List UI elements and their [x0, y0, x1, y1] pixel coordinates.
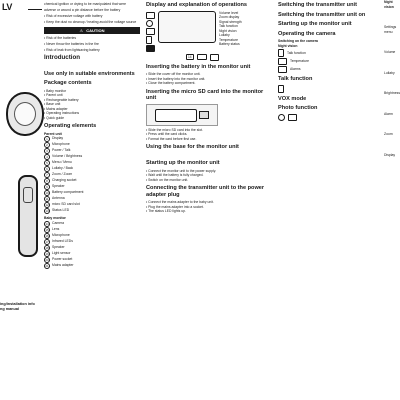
operating-elements-heading: Operating elements	[44, 123, 97, 129]
display-item: Battery status	[219, 42, 240, 46]
side-label-1: ing/installation info	[0, 302, 35, 306]
startup-step: • Switch on the monitor unit.	[146, 178, 272, 183]
list-item: 17 Infrared LEDs	[45, 238, 73, 244]
list-item: 12 micro SD card slot	[45, 202, 80, 207]
photo-icon-row	[278, 114, 384, 121]
list-item: 15 Lens	[45, 226, 60, 232]
side-labels	[0, 302, 42, 312]
package-heading: Package contents	[44, 80, 92, 86]
sd-step: • Slide the micro SD card into the slot.	[146, 128, 272, 133]
list-item: 2 Microphone	[44, 142, 140, 148]
operate-heading: Operating the camera	[278, 30, 336, 37]
pair-heading: Switching the transmitter unit on	[278, 11, 366, 18]
right-col-line: Night vision	[384, 0, 394, 9]
display-icons	[146, 11, 155, 53]
safety-heading: Use only in suitable environments	[44, 70, 135, 77]
display-item: Signal strength	[219, 19, 242, 24]
display-figure	[158, 11, 216, 43]
logo-rule	[28, 9, 42, 10]
sd-card-icon	[199, 111, 209, 119]
column-e	[384, 0, 400, 157]
battery-heading: Inserting the battery in the monitor unit	[146, 63, 251, 70]
filler	[146, 153, 272, 158]
list-item: 5 Menu / Menu	[44, 160, 140, 166]
list-item: 4 Volume / Brightness	[44, 154, 140, 160]
startup-step: • Wait until the battery is fully charged.	[146, 173, 272, 178]
label-box: 14	[188, 55, 192, 59]
talk-icon-row	[278, 85, 384, 93]
display-item: Zoom display	[219, 15, 240, 19]
monitor-side-illustration	[18, 175, 38, 257]
sd-step: • Press until the card clicks.	[146, 132, 272, 137]
package-item: • Quick guide	[44, 116, 140, 121]
list-item: 14 Camera	[45, 220, 65, 226]
camera-icon	[278, 114, 285, 121]
switch-heading: Switching the transmitter unit	[278, 2, 357, 8]
display-item: Temperature	[219, 37, 239, 42]
side-label-2: ng manual	[0, 306, 19, 311]
list-item: 11 Antenna	[45, 196, 65, 201]
display-heading: Display and explanation of operations	[146, 2, 248, 8]
battery-step: • Close the battery compartment.	[146, 81, 272, 86]
list-item: 3 Power / Talk	[44, 148, 140, 154]
display-legend	[219, 11, 272, 53]
operate-icon-row: Talk function	[278, 49, 384, 57]
right-col-line: Brightness	[384, 91, 400, 95]
package-item: • Mains adapter	[44, 107, 140, 112]
list-item: 10 Battery compartment	[45, 190, 84, 195]
intro-line: adverse or wound a pin distance before the battery	[44, 8, 121, 12]
right-col-line: Display	[384, 152, 396, 157]
list-item: 9 Speaker	[44, 184, 140, 190]
vox-heading: VOX mode	[278, 95, 307, 102]
list-item: 16 Microphone	[45, 232, 70, 238]
intro-line: chemical ignition or drying to be manipulated that were	[44, 2, 126, 6]
intro-line: • Keep the dust no cleanup / heating avoid the voltage source	[44, 20, 140, 25]
list-item: 13 Status LED	[45, 208, 70, 213]
battery-step: • Insert the battery into the monitor unit.	[146, 77, 272, 82]
warn-line: • Risk of leak from lightsaving battery	[44, 48, 140, 53]
list-item: 1 Display	[44, 136, 140, 142]
display-item: Night vision	[219, 28, 237, 33]
list-item: 18 Speaker	[45, 244, 65, 250]
right-col-line: Volume	[384, 50, 396, 54]
lullaby-icon	[210, 54, 219, 61]
intro-line: • Risk of excessive voltage with battery	[44, 14, 140, 19]
filler	[44, 63, 140, 68]
baby-monitor-title: Baby monitor	[44, 216, 66, 220]
battery-icon	[197, 54, 207, 60]
night-vision-icon	[146, 45, 155, 52]
operate-item: Switching on the camera	[278, 39, 318, 43]
intro-heading: Introduction	[44, 54, 81, 61]
package-item: • Base unit	[44, 102, 140, 107]
operate-icon-row: Alarms	[278, 66, 384, 73]
battery-step: • Slide the cover off the monitor unit.	[146, 72, 272, 77]
warning-triangle-icon: ⚠	[79, 27, 84, 33]
talk-icon	[146, 36, 152, 44]
column-a-text	[44, 2, 140, 269]
thermometer-icon	[278, 58, 287, 65]
warn-line: • Never throw the batteries in the fire	[44, 42, 140, 47]
base-heading: Using the base for the monitor unit	[146, 144, 239, 150]
startup-heading: Starting up the monitor unit	[146, 160, 220, 166]
list-item: 6 Lullaby / Back	[44, 166, 140, 172]
connect-step: • The status LED lights up.	[146, 209, 272, 214]
right-col-line: Settings menu	[384, 25, 397, 34]
monitor-outline	[155, 109, 197, 122]
package-item: • Baby monitor	[44, 89, 140, 94]
card-icon	[288, 114, 297, 121]
pairing-heading: Starting up the monitor unit	[278, 21, 352, 27]
warn-line: • Risk of fire batteries	[44, 36, 140, 41]
display-item: Talk function	[219, 24, 238, 28]
brand-logo: LV	[2, 2, 12, 12]
right-col-line: Lullaby	[384, 70, 395, 75]
caution-label: CAUTION	[86, 27, 105, 33]
list-item: 7 Zoom / Zoom	[44, 172, 140, 178]
caution-bar	[44, 27, 140, 34]
connect-heading: Connecting the transmitter unit to the power adapter plug	[146, 185, 265, 198]
alarm-icon	[278, 66, 287, 73]
photo-heading: Photo function	[278, 105, 318, 111]
display-item: Volume level	[219, 10, 239, 15]
monitor-front-illustration	[6, 92, 44, 136]
parent-unit-title: Parent unit	[44, 131, 62, 136]
display-item: Lullaby	[219, 33, 230, 37]
talk-heading: Talk function	[278, 76, 313, 82]
package-item: • Operating instructions	[44, 111, 140, 116]
column-c	[146, 2, 272, 214]
startup-step: • Connect the monitor unit to the power supply.	[146, 169, 272, 174]
display-explanation	[146, 11, 272, 53]
list-item: 19 Light sensor	[45, 250, 71, 256]
talk-button-icon	[278, 49, 284, 57]
sd-card-figure	[146, 104, 218, 126]
list-item: 8 Charging socket	[44, 178, 140, 184]
connect-step: • Plug the mains adapter into a socket.	[146, 205, 272, 210]
list-item: 20 Power socket	[45, 256, 73, 262]
right-col-line: Alarm	[384, 111, 393, 116]
operate-item: Night vision	[278, 43, 298, 48]
column-d	[278, 2, 384, 122]
sd-heading: Inserting the micro SD card into the monitor unit	[146, 88, 264, 101]
phone-icon	[278, 85, 284, 93]
signal-icon	[146, 28, 155, 35]
sd-step: • Format the card before first use.	[146, 137, 272, 142]
connect-step: • Connect the mains adapter to the baby unit.	[146, 200, 272, 205]
package-item: • Rechargeable battery	[44, 98, 140, 103]
right-col-line: Zoom	[384, 132, 393, 136]
mini-icon-row	[186, 54, 272, 61]
volume-icon	[146, 12, 155, 19]
zoom-icon	[146, 20, 153, 27]
package-item: • Parent unit	[44, 93, 140, 98]
list-item: 21 Mains adapter	[45, 262, 74, 268]
operate-icon-row: Temperature	[278, 58, 384, 65]
